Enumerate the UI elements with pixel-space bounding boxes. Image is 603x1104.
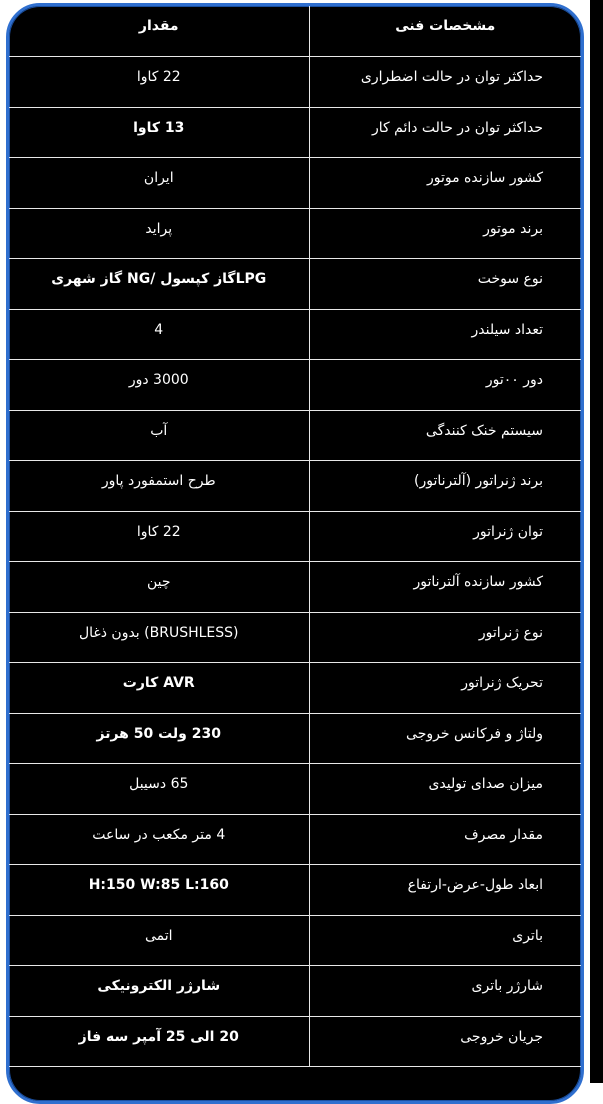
spec-label: برند موتور bbox=[309, 208, 581, 259]
table-row bbox=[9, 562, 581, 613]
spec-table bbox=[9, 6, 581, 1067]
spec-value: پراید bbox=[9, 208, 309, 259]
table-row bbox=[9, 259, 581, 310]
table-row bbox=[9, 410, 581, 461]
spec-label: ابعاد طول-عرض-ارتفاع bbox=[309, 865, 581, 916]
table-row bbox=[9, 966, 581, 1017]
spec-value: 4 bbox=[9, 309, 309, 360]
spec-value: H:150 W:85 L:160 bbox=[9, 865, 309, 916]
spec-label: تحریک ژنراتور bbox=[309, 663, 581, 714]
spec-table-frame bbox=[6, 3, 584, 1104]
spec-label: برند ژنراتور (آلترناتور) bbox=[309, 461, 581, 512]
header-value: مقدار bbox=[9, 6, 309, 57]
table-row bbox=[9, 57, 581, 108]
spec-value: 13 کاوا bbox=[9, 107, 309, 158]
spec-value: LPGگاز کپسول /NG گاز شهری bbox=[9, 259, 309, 310]
spec-label: مقدار مصرف bbox=[309, 814, 581, 865]
right-edge-strip bbox=[590, 0, 603, 1083]
spec-label: میزان صدای تولیدی bbox=[309, 764, 581, 815]
spec-value: 65 دسیبل bbox=[9, 764, 309, 815]
spec-label: باتری bbox=[309, 915, 581, 966]
spec-label: سیستم خنک کنندگی bbox=[309, 410, 581, 461]
table-row bbox=[9, 208, 581, 259]
spec-label: توان ژنراتور bbox=[309, 511, 581, 562]
spec-value: 4 متر مکعب در ساعت bbox=[9, 814, 309, 865]
spec-value: 230 ولت 50 هرتز bbox=[9, 713, 309, 764]
spec-value: AVR کارت bbox=[9, 663, 309, 714]
spec-label: جریان خروجی bbox=[309, 1016, 581, 1067]
table-row bbox=[9, 713, 581, 764]
table-row bbox=[9, 663, 581, 714]
spec-label: دور ۰۰تور bbox=[309, 360, 581, 411]
spec-value: اتمی bbox=[9, 915, 309, 966]
spec-value: ایران bbox=[9, 158, 309, 209]
spec-value: آب bbox=[9, 410, 309, 461]
table-row bbox=[9, 461, 581, 512]
table-row bbox=[9, 360, 581, 411]
spec-value: 22 کاوا bbox=[9, 57, 309, 108]
spec-label: شارژر باتری bbox=[309, 966, 581, 1017]
table-row bbox=[9, 612, 581, 663]
spec-value: طرح استمفورد پاور bbox=[9, 461, 309, 512]
spec-label: نوع سوخت bbox=[309, 259, 581, 310]
spec-value: 3000 دور bbox=[9, 360, 309, 411]
table-row bbox=[9, 309, 581, 360]
spec-label: کشور سازنده آلترناتور bbox=[309, 562, 581, 613]
table-row bbox=[9, 915, 581, 966]
spec-value: چین bbox=[9, 562, 309, 613]
table-row bbox=[9, 511, 581, 562]
table-row bbox=[9, 158, 581, 209]
table-row bbox=[9, 814, 581, 865]
table-row bbox=[9, 107, 581, 158]
spec-value: 20 الی 25 آمپر سه فاز bbox=[9, 1016, 309, 1067]
spec-value: 22 کاوا bbox=[9, 511, 309, 562]
table-header-row bbox=[9, 6, 581, 57]
spec-label: حداکثر توان در حالت اضطراری bbox=[309, 57, 581, 108]
spec-label: تعداد سیلندر bbox=[309, 309, 581, 360]
table-row bbox=[9, 865, 581, 916]
table-row bbox=[9, 1016, 581, 1067]
spec-value: (BRUSHLESS) بدون ذغال bbox=[9, 612, 309, 663]
spec-label: نوع ژنراتور bbox=[309, 612, 581, 663]
spec-label: حداکثر توان در حالت دائم کار bbox=[309, 107, 581, 158]
spec-label: ولتاژ و فرکانس خروجی bbox=[309, 713, 581, 764]
spec-value: شارژر الکترونیکی bbox=[9, 966, 309, 1017]
table-row bbox=[9, 764, 581, 815]
header-spec: مشخصات فنی bbox=[309, 6, 581, 57]
spec-label: کشور سازنده موتور bbox=[309, 158, 581, 209]
